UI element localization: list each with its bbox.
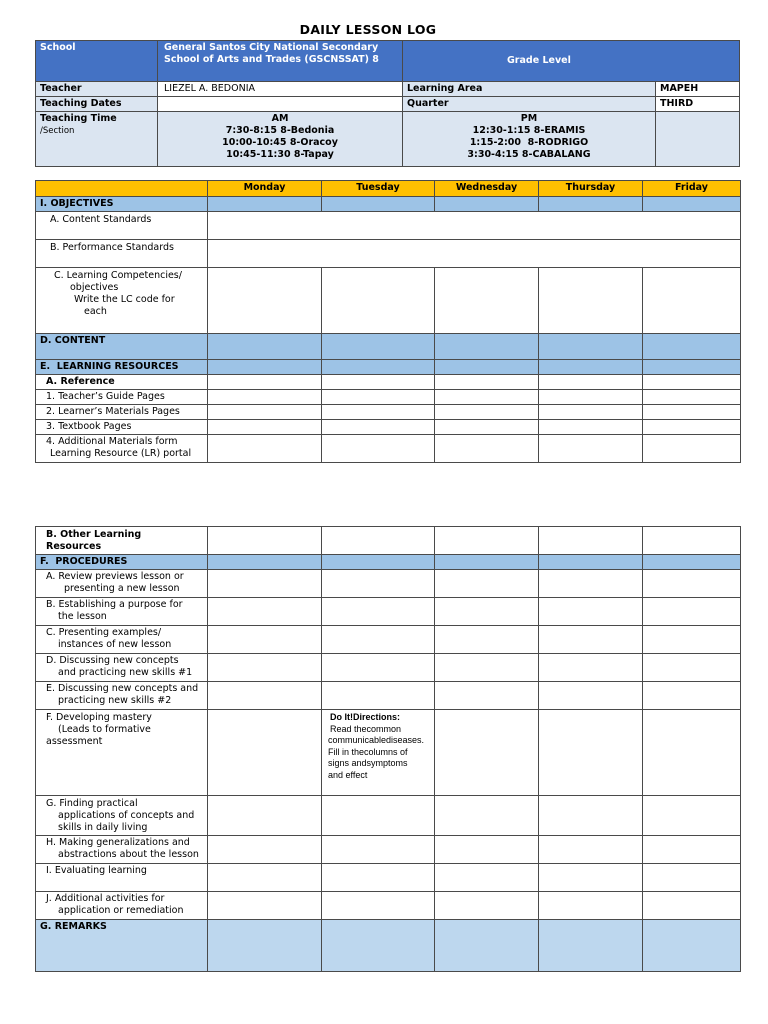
resources-heading-row [36, 360, 741, 375]
additional-line: Learning Resource (LR) portal [50, 448, 192, 459]
table-row [36, 375, 741, 390]
table-row [36, 864, 741, 892]
learning-area-label: Learning Area [403, 82, 656, 97]
resource-item: 3. Textbook Pages [36, 420, 208, 435]
competencies-label [36, 268, 208, 334]
mastery-note-line: communicablediseases. [328, 735, 425, 745]
procedure-line: H. Making generalizations and [46, 837, 190, 848]
procedure-line: abstractions about the lesson [58, 849, 199, 860]
table-row [36, 710, 741, 796]
procedure-item [36, 864, 208, 892]
procedure-item [36, 836, 208, 864]
lesson-table-part2 [35, 526, 741, 972]
teaching-dates-label: Teaching Dates [36, 97, 158, 112]
pm-line: 12:30-1:15 8-ERAMIS [472, 125, 586, 136]
procedure-line: E. Discussing new concepts and [46, 683, 199, 694]
additional-materials-label [36, 435, 208, 463]
procedures-heading: F. PROCEDURES [36, 555, 208, 570]
mastery-note-line: and effect [328, 769, 368, 780]
table-row [36, 527, 741, 555]
table-row [36, 268, 741, 334]
table-row [36, 390, 741, 405]
procedure-item [36, 570, 208, 598]
procedure-line: A. Review previews lesson or [46, 571, 184, 582]
mastery-note-title: Do It!Directions: [330, 712, 401, 722]
procedure-line: I. Evaluating learning [46, 865, 147, 876]
objectives-heading: I. OBJECTIVES [36, 197, 208, 212]
lesson-table-part1 [35, 180, 741, 463]
pm-line: 1:15-2:00 8-RODRIGO [469, 137, 589, 148]
pm-line: 3:30-4:15 8-CABALANG [467, 149, 591, 160]
other-resources-label [36, 527, 208, 555]
school-label: School [36, 41, 158, 82]
procedure-item [36, 892, 208, 920]
section-label: /Section [40, 126, 75, 136]
content-heading: D. CONTENT [36, 334, 208, 360]
table-row [36, 435, 741, 463]
quarter-value: THIRD [656, 97, 740, 112]
teacher-label: Teacher [36, 82, 158, 97]
day-friday: Friday [643, 181, 741, 197]
competencies-line: each [84, 306, 107, 317]
procedures-heading-row [36, 555, 741, 570]
am-line: 10:45-11:30 8-Tapay [226, 149, 334, 160]
competencies-line: C. Learning Competencies/ [54, 270, 182, 281]
procedure-item [36, 682, 208, 710]
pm-schedule [403, 112, 656, 167]
procedure-line: presenting a new lesson [64, 583, 180, 594]
resource-item: 1. Teacher’s Guide Pages [36, 390, 208, 405]
am-schedule [158, 112, 403, 167]
procedure-line: G. Finding practical [46, 798, 138, 809]
table-row [36, 420, 741, 435]
table-row [36, 405, 741, 420]
days-corner [36, 181, 208, 197]
resource-item: 2. Learner’s Materials Pages [36, 405, 208, 420]
procedure-line: C. Presenting examples/ [46, 627, 162, 638]
competencies-line: Write the LC code for [74, 294, 175, 305]
table-row [36, 892, 741, 920]
competencies-line: objectives [70, 282, 119, 293]
day-tuesday: Tuesday [322, 181, 435, 197]
day-wednesday: Wednesday [435, 181, 539, 197]
procedure-item [36, 710, 208, 796]
procedure-line: F. Developing mastery [46, 712, 152, 723]
pm-label: PM [520, 113, 538, 124]
teaching-time-cell [36, 112, 158, 167]
procedure-line: application or remediation [58, 905, 184, 916]
resources-heading: E. LEARNING RESOURCES [36, 360, 208, 375]
mastery-note-line: signs andsymptoms [328, 758, 408, 768]
day-thursday: Thursday [539, 181, 643, 197]
school-value: General Santos City National Secondary School of Arts and Trades (GSCNSSAT) 8 [158, 41, 403, 82]
table-row [36, 836, 741, 864]
am-label: AM [271, 113, 289, 124]
teacher-value: LIEZEL A. BEDONIA [158, 82, 403, 97]
additional-line: 4. Additional Materials form [46, 436, 178, 447]
mastery-note-line: Read thecommon [330, 723, 402, 734]
objectives-heading-row [36, 197, 741, 212]
procedure-item [36, 654, 208, 682]
schedule-blank [656, 112, 740, 167]
reference-label: A. Reference [36, 375, 208, 390]
mastery-note [322, 710, 435, 796]
mastery-note-line: Fill in thecolumns of [328, 746, 408, 757]
other-resources-line: Resources [46, 541, 102, 552]
procedure-item [36, 598, 208, 626]
remarks-row [36, 920, 741, 972]
grade-level-label: Grade Level [403, 41, 740, 82]
procedure-line: skills in daily living [58, 822, 148, 833]
performance-standards-label: B. Performance Standards [36, 240, 208, 268]
page-title: DAILY LESSON LOG [299, 22, 437, 37]
procedure-line: D. Discussing new concepts [46, 655, 179, 666]
quarter-label: Quarter [403, 97, 656, 112]
am-line: 7:30-8:15 8-Bedonia [225, 125, 335, 136]
teaching-dates-value [158, 97, 403, 112]
other-resources-line: B. Other Learning [46, 529, 142, 540]
header-table [35, 40, 740, 167]
performance-standards-cell [208, 240, 741, 268]
table-row [36, 796, 741, 836]
day-monday: Monday [208, 181, 322, 197]
procedure-line: (Leads to formative [58, 724, 151, 735]
days-header-row [36, 181, 741, 197]
procedure-line: assessment [46, 736, 103, 747]
table-row [36, 626, 741, 654]
table-row [36, 570, 741, 598]
remarks-heading: G. REMARKS [36, 920, 208, 972]
content-standards-label: A. Content Standards [36, 212, 208, 240]
teaching-time-label: Teaching Time [40, 113, 117, 124]
procedure-line: J. Additional activities for [46, 893, 165, 904]
table-row [36, 240, 741, 268]
procedure-line: instances of new lesson [58, 639, 172, 650]
content-heading-row [36, 334, 741, 360]
table-row [36, 598, 741, 626]
content-standards-cell [208, 212, 741, 240]
am-line: 10:00-10:45 8-Oracoy [222, 137, 338, 148]
procedure-line: B. Establishing a purpose for [46, 599, 183, 610]
procedure-line: applications of concepts and [58, 810, 195, 821]
learning-area-value: MAPEH [656, 82, 740, 97]
procedure-line: practicing new skills #2 [58, 695, 172, 706]
table-row [36, 212, 741, 240]
procedure-line: the lesson [58, 611, 107, 622]
procedure-item [36, 796, 208, 836]
procedure-line: and practicing new skills #1 [58, 667, 193, 678]
procedure-item [36, 626, 208, 654]
table-row [36, 654, 741, 682]
table-row [36, 682, 741, 710]
